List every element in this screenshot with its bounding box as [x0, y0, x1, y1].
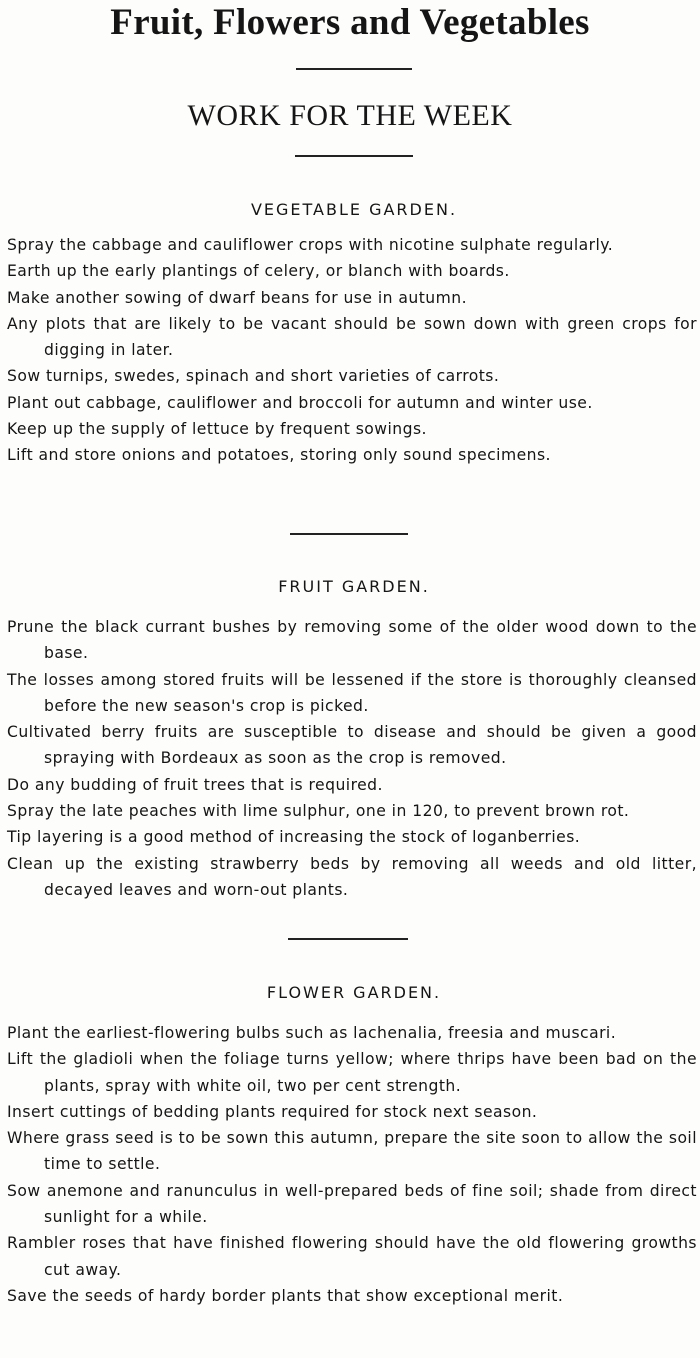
list-item: Make another sowing of dwarf beans for use in autumn.	[7, 288, 467, 307]
list-item: Spray the cabbage and cauliflower crops with nicotine sulphate regularly.	[7, 236, 614, 254]
list-item: Do any budding of fruit trees that is required.	[7, 775, 383, 794]
section-heading-vegetable: VEGETABLE GARDEN.	[250, 200, 458, 219]
fruit-list	[7, 614, 697, 903]
divider	[290, 533, 408, 535]
list-item: Rambler roses that have finished flowering should have the old flowering growths cut away.	[7, 1234, 697, 1279]
list-item: Lift the gladioli when the foliage turns yellow; where thrips have been bad on the plants, spray with white oil, two per cent strength.	[7, 1050, 697, 1095]
list-item: Sow anemone and ranunculus in well-prepared beds of fine soil; shade from direct sunlight for a while.	[7, 1181, 697, 1227]
divider	[295, 155, 413, 157]
flower-list	[7, 1020, 697, 1309]
section-heading-flower: FLOWER GARDEN.	[266, 983, 442, 1002]
list-item: Prune the black currant bushes by removing some of the older wood down to the base.	[7, 618, 697, 663]
page-title: Fruit, Flowers and Vegetables	[110, 2, 590, 43]
list-item: Cultivated berry fruits are susceptible to disease and should be given a good spraying with Bordeaux as soon as the crop is removed.	[7, 723, 697, 768]
list-item: Save the seeds of hardy border plants that show exceptional merit.	[7, 1286, 564, 1305]
list-item: The losses among stored fruits will be lessened if the store is thoroughly cleansed before the new season's crop is picked.	[7, 670, 697, 715]
list-item: Keep up the supply of lettuce by frequent sowings.	[7, 420, 427, 439]
list-item: Any plots that are likely to be vacant should be sown down with green crops for digging in later.	[7, 314, 697, 360]
list-item: Plant the earliest-flowering bulbs such as lachenalia, freesia and muscari.	[7, 1024, 617, 1042]
list-item: Clean up the existing strawberry beds by removing all weeds and old litter, decayed leaves and worn-out plants.	[7, 854, 697, 899]
section-heading-fruit: FRUIT GARDEN.	[278, 577, 430, 596]
list-item: Sow turnips, swedes, spinach and short varieties of carrots.	[7, 367, 500, 386]
list-item: Earth up the early plantings of celery, or blanch with boards.	[7, 262, 510, 281]
list-item: Spray the late peaches with lime sulphur, one in 120, to prevent brown rot.	[7, 802, 630, 821]
list-item: Plant out cabbage, cauliflower and broccoli for autumn and winter use.	[7, 393, 593, 412]
list-item: Lift and store onions and potatoes, storing only sound specimens.	[7, 446, 551, 465]
list-item: Where grass seed is to be sown this autumn, prepare the site soon to allow the soil time to settle.	[7, 1129, 697, 1174]
vegetable-list	[7, 232, 697, 469]
divider	[288, 938, 408, 940]
page-subtitle: WORK FOR THE WEEK	[187, 99, 513, 132]
list-item: Tip layering is a good method of increasing the stock of loganberries.	[7, 828, 581, 847]
divider	[296, 68, 412, 70]
list-item: Insert cuttings of bedding plants required for stock next season.	[7, 1102, 538, 1121]
